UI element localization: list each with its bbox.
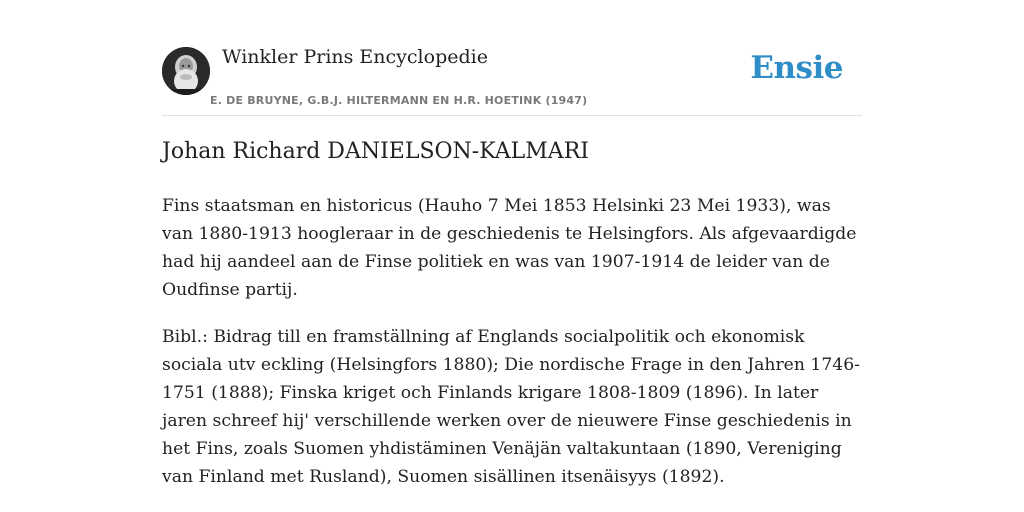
bearded-man-portrait-icon xyxy=(162,47,210,95)
author-avatar[interactable] xyxy=(162,47,210,95)
header-divider xyxy=(162,115,862,116)
entry-paragraph-description: Fins staatsman en historicus (Hauho 7 Mei 1853 Helsinki 23 Mei 1933), was van 1880-1913 hoogleraar in de geschiedenis te Helsingfors. Als afgevaardigde had hij aandeel aan de Finse politiek en was van 1907-1914 de leider van de Oudfinse partij. xyxy=(162,196,857,300)
source-authors: E. DE BRUYNE, G.B.J. HILTERMANN EN H.R. HOETINK (1947) xyxy=(210,94,588,107)
ensie-logo[interactable]: Ensie xyxy=(750,50,843,86)
source-title[interactable]: Winkler Prins Encyclopedie xyxy=(222,46,488,68)
entry-paragraph-bibliography: Bibl.: Bidrag till en framställning af Englands socialpolitik och ekonomisk sociala utv eckling (Helsingfors 1880); Die nordische Frage in den Jahren 1746-1751 (1888); Finska kriget och Finlands krigare 1808-1809 (1896). In later jaren schreef hij' verschillende werken over de nieuwere Finse geschiedenis in het Fins, zoals Suomen yhdistäminen Venäjän valtakuntaan (1890, Vereniging van Finland met Rusland), Suomen sisällinen itsenäisyys (1892). xyxy=(162,327,860,487)
entry-title: Johan Richard DANIELSON-KALMARI xyxy=(162,139,589,164)
